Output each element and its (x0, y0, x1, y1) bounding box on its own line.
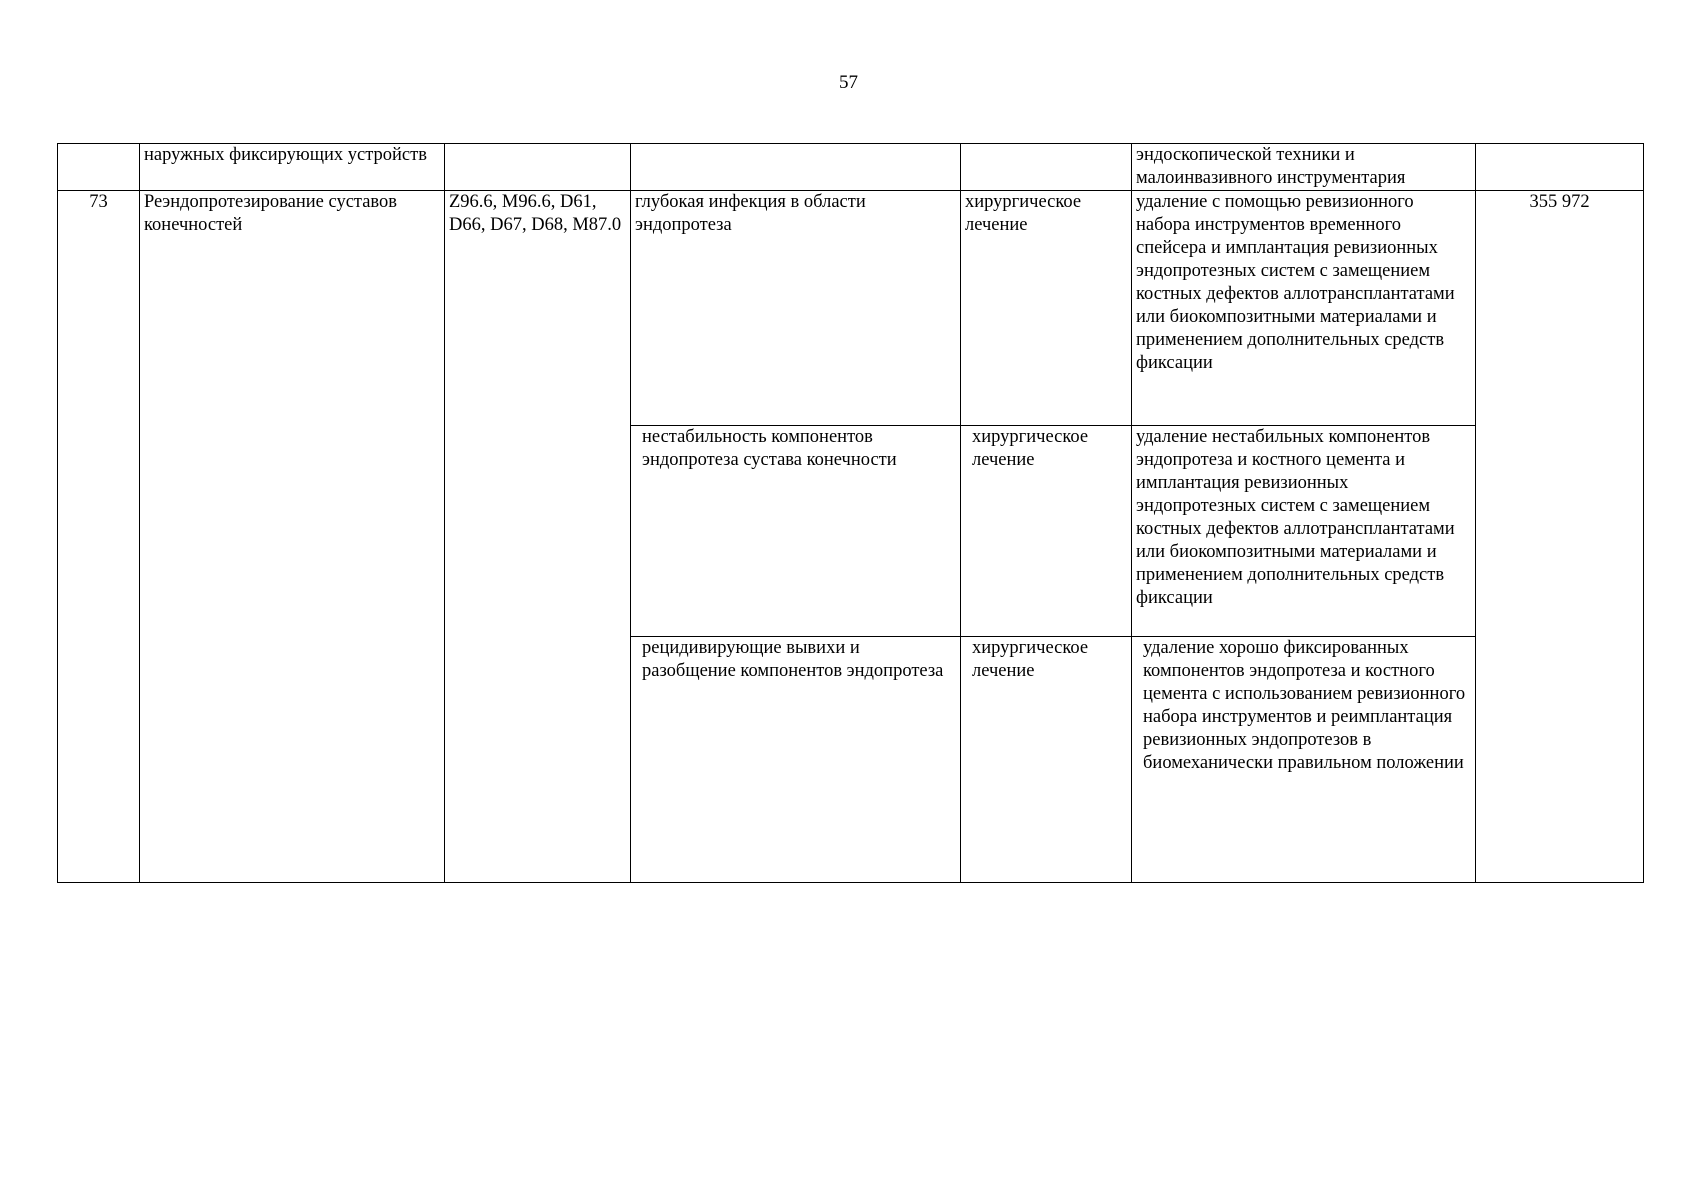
entry-codes: Z96.6, M96.6, D61, D66, D67, D68, M87.0 (445, 191, 631, 883)
entry-cost: 355 972 (1476, 191, 1644, 883)
carry-cost-cell (1476, 144, 1644, 191)
carry-model-cell (631, 144, 961, 191)
entry-number: 73 (58, 191, 140, 883)
method-cell: удаление нестабильных компонентов эндопротеза и костного цемента и имплантация ревизионных эндопротезных систем с замещением костных дефектов аллотрансплантатами или биокомпозитными материалами и применением дополнительных средств фиксации (1132, 426, 1476, 637)
model-cell: нестабильность компонентов эндопротеза сустава конечности (631, 426, 961, 637)
carry-over-row (58, 144, 1644, 191)
page-number: 57 (839, 72, 858, 93)
treatment-cell: хирургическое лечение (961, 191, 1132, 426)
carry-name-cell (140, 144, 445, 191)
carry-name: наружных фиксирующих устройств (144, 145, 427, 165)
method-cell: удаление хорошо фиксированных компонентов эндопротеза и костного цемента с использованием ревизионного набора инструментов и реимплантация ревизионных эндопротезов в биомеханически правильном положении (1132, 637, 1476, 883)
carry-number-cell (58, 144, 140, 191)
treatment-cell: хирургическое лечение (961, 637, 1132, 883)
method-cell: удаление с помощью ревизионного набора инструментов временного спейсера и имплантация ревизионных эндопротезных систем с замещением костных дефектов аллотрансплантатами или биокомпозитными материалами и применением дополнительных средств фиксации (1132, 191, 1476, 426)
model-cell: глубокая инфекция в области эндопротеза (631, 191, 961, 426)
carry-method: эндоскопической техники и малоинвазивного инструментария (1136, 145, 1406, 188)
model-cell: рецидивирующие вывихи и разобщение компонентов эндопротеза (631, 637, 961, 883)
carry-method-cell (1132, 144, 1476, 191)
procedures-table (57, 143, 1644, 883)
carry-treatment-cell (961, 144, 1132, 191)
treatment-cell: хирургическое лечение (961, 426, 1132, 637)
entry-name: Реэндопротезирование суставов конечностей (140, 191, 445, 883)
carry-codes-cell (445, 144, 631, 191)
table-row (58, 191, 1644, 426)
